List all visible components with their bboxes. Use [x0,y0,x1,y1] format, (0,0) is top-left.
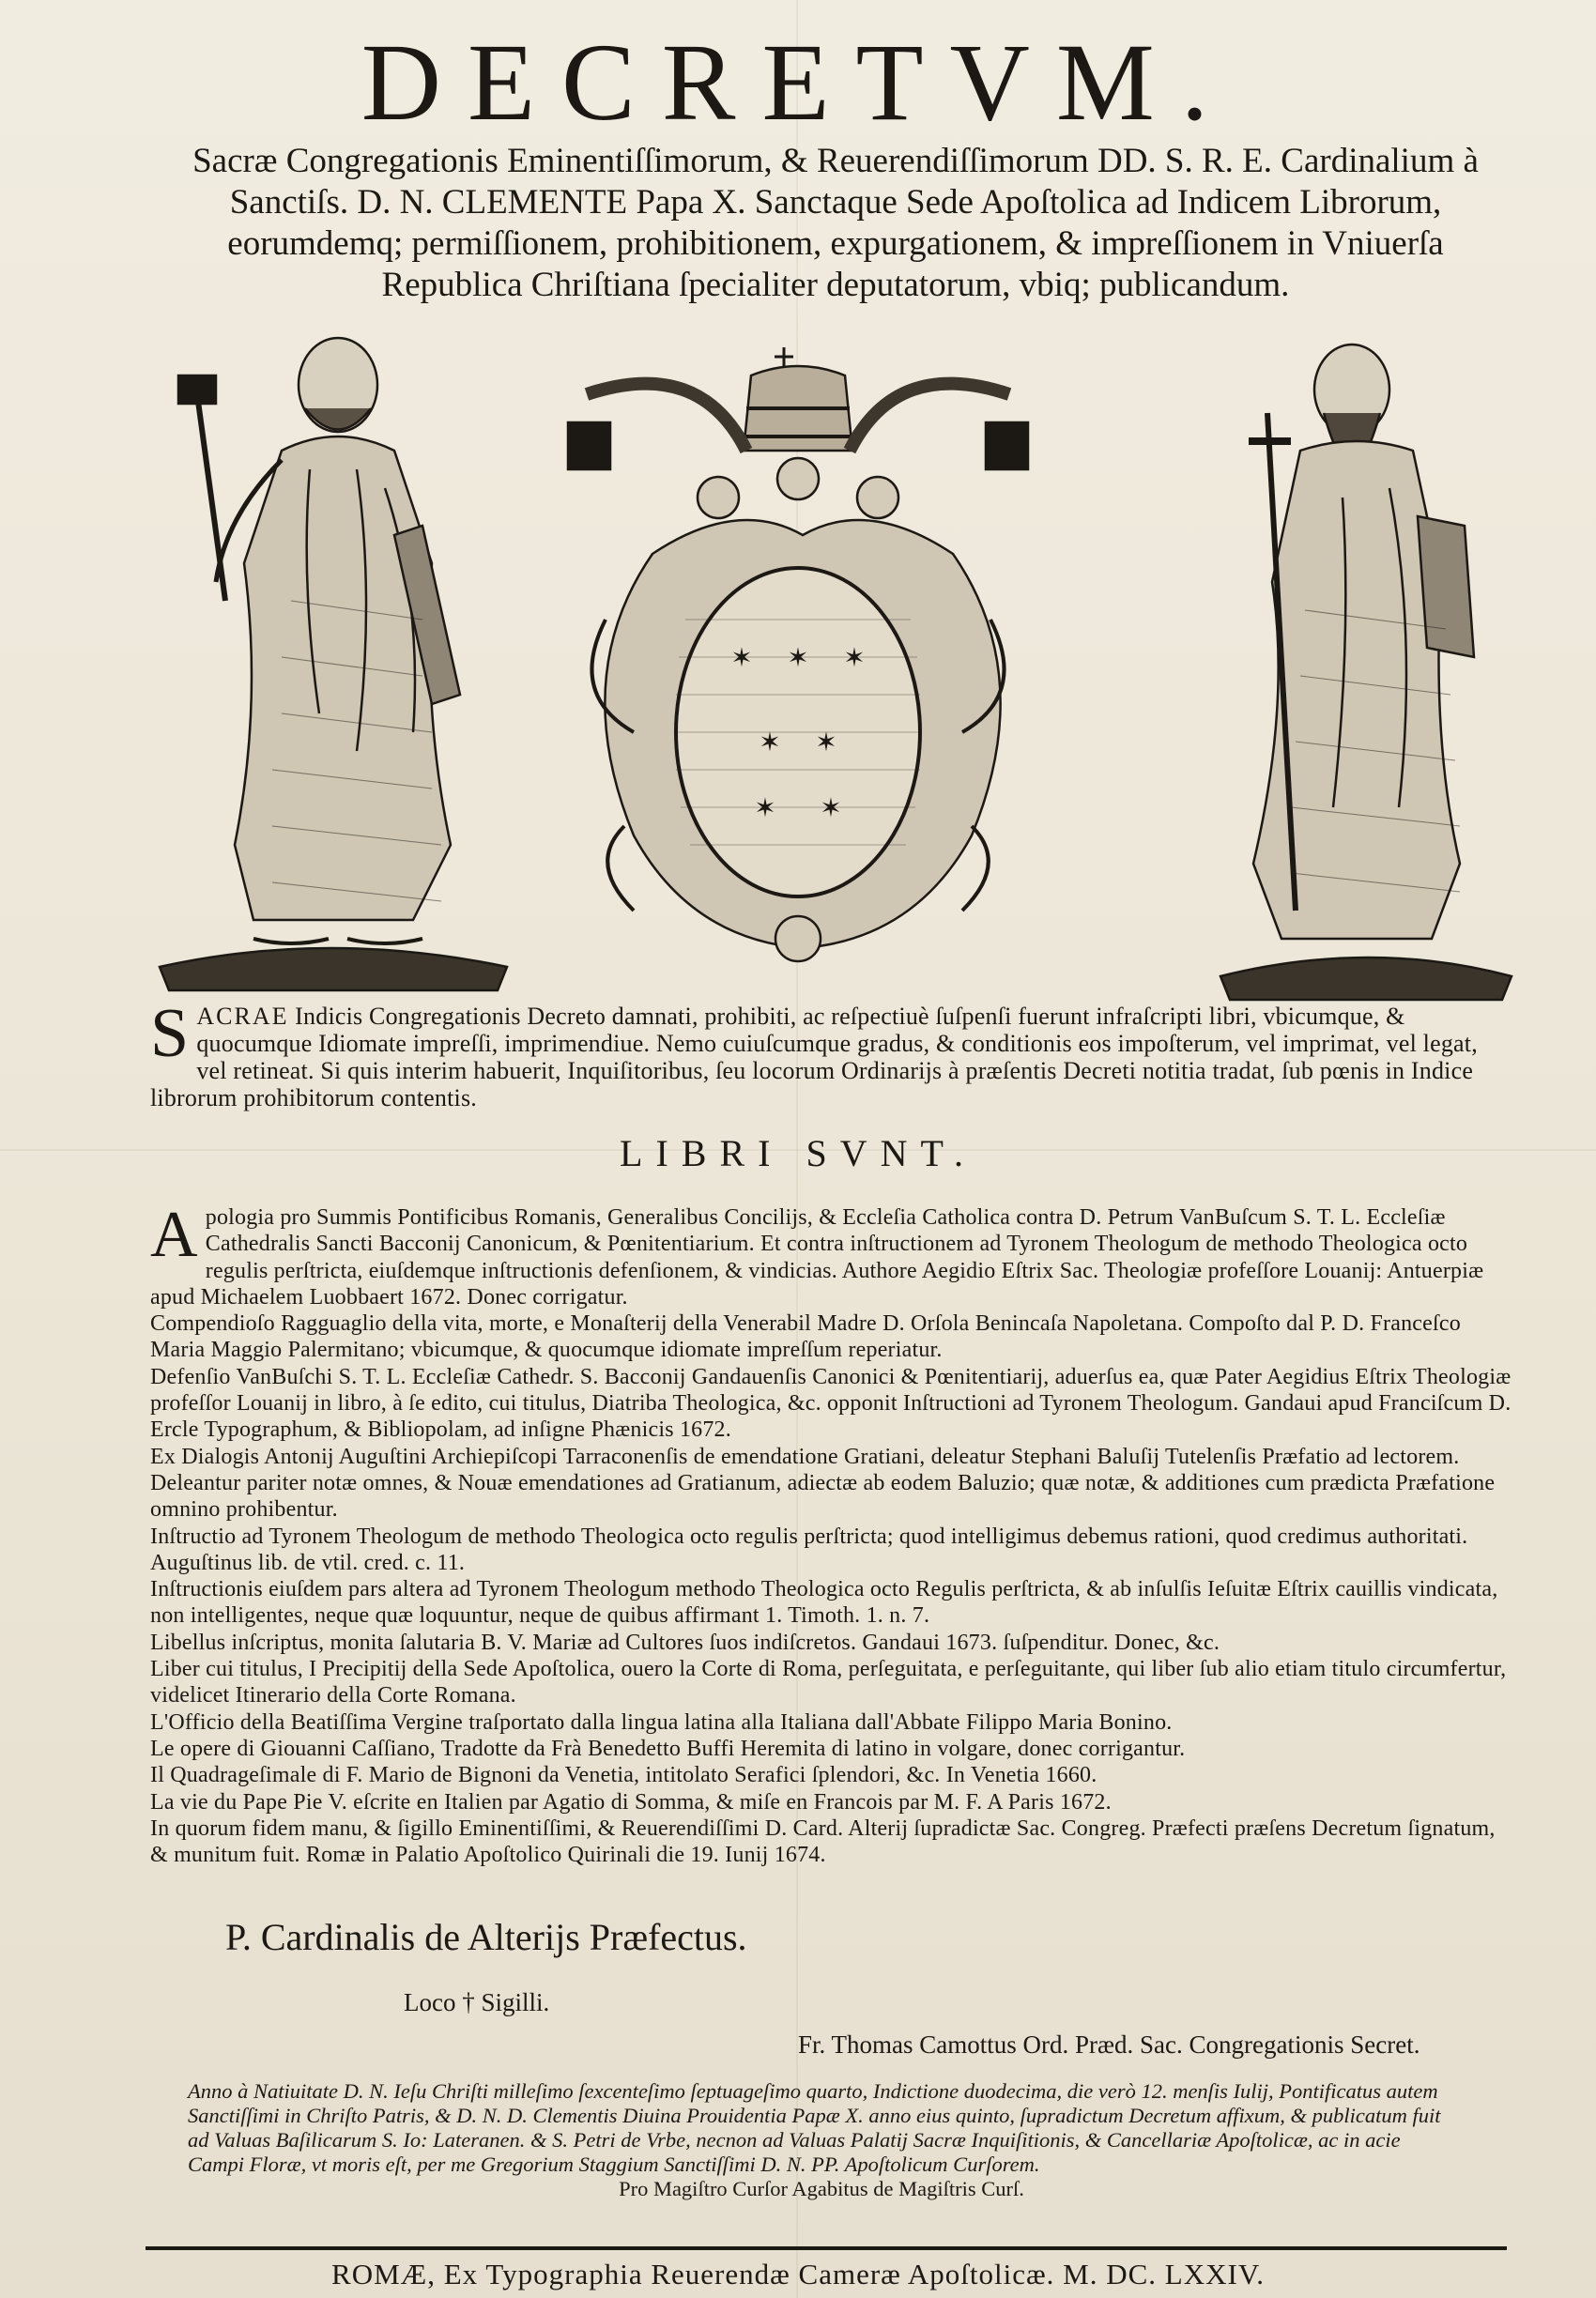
publication-colophon [188,2079,1455,2201]
svg-text:✶: ✶ [815,727,837,758]
book-entry [150,1199,1512,1310]
prefect-signature: P. Cardinalis de Alterijs Præfectus. [225,1916,747,1958]
cursor-note: Pro Magiſtro Curſor Agabitus de Magiſtris Curſ. [619,2177,1024,2200]
attestation-clause: In quorum fidem manu, & ſigillo Eminentiſſimi, & Reuerendiſſimi D. Card. Alterij ſupradictæ Sac. Congreg. Præfecti præſens Decretum ſignatum, & munitum fuit. Romæ in Palatio Apoſtolico Quirinali die 19. Iunij 1674. [150,1815,1496,1868]
book-entry: Il Quadrageſimale di F. Mario de Bignoni da Venetia, intitolato Serafici ſplendori, &c. In Venetia 1660. [150,1763,1097,1788]
books-heading: LIBRI SVNT. [620,1132,976,1174]
books-dropcap: A [150,1199,198,1271]
book-entry: L'Officio della Beatiſſima Vergine traſportato dalla lingua latina alla Italiana dall'Abbate Filippo Maria Bonino. [150,1709,1173,1735]
seal-place: Loco † Sigilli. [404,1988,550,2016]
papal-coat-of-arms [549,338,1047,976]
book-entry: La vie du Pape Pie V. eſcrite en Italien par Agatio di Somma, & miſe en Francois par M. F. A Paris 1672. [150,1789,1112,1815]
intro-caps: ACRAE [196,1003,289,1030]
svg-text:✶: ✶ [730,642,753,673]
svg-text:✶: ✶ [759,727,781,758]
svg-text:✶: ✶ [754,792,776,823]
book-entry: Ex Dialogis Antonij Auguſtini Archiepiſcopi Tarraconenſis de emendatione Gratiani, deleatur Stephani Baluſij Tutelenſis Præfatio ad lectorem. Deleantur pariter notæ omnes, & Nouæ emendationes ad Gratianum, adiectæ ab eodem Baluzio; quæ notæ, & additiones cum prædicta Præfatione omnino prohibentur. [150,1444,1496,1523]
secretary-signature: Fr. Thomas Camottus Ord. Præd. Sac. Congregationis Secret. [798,2030,1420,2059]
decree-intro [150,995,1512,1111]
book-entry: Inſtructionis eiuſdem pars altera ad Tyronem Theologum methodo Theologica octo Regulis perſtricta, & ab inſulſis Ieſuitæ Eſtrix cauillis vindicata, non intelligentes, neque quæ loquuntur, neque de quibus affirmant 1. Timoth. 1. n. 7. [150,1577,1498,1629]
book-entry: Liber cui titulus, I Precipitij della Sede Apoſtolica, ouero la Corte di Roma, perſeguitata, e perſeguitante, qui liber ſub alio etiam titulo circumfertur, videlicet Itinerario della Corte Romana. [150,1657,1507,1708]
decree-title: DECRETVM. [361,21,1235,144]
svg-text:✶: ✶ [843,642,866,673]
colophon-text: Anno à Natiuitate D. N. Ieſu Chriſti milleſimo ſexcenteſimo ſeptuageſimo quarto, Indictione duodecima, die verò 12. menſis Iulij, Pontificatus autem Sanctiſſimi in Chriſto Patris, & D. N. D. Clementis Diuina Prouidentia Papæ X. anno eius quinto, ſupradictum Decretum affixum, & publicatum fuit ad Valuas Baſilicarum S. Io: Lateranen. & S. Petri de Vrbe, necnon ad Valuas Palatij Sacræ Inquiſitionis, & Cancellariæ Apoſtolicæ, ac in acie Campi Floræ, vt moris eſt, per me Gregorium Staggium Sanctiſſimi D. N. PP. Apoſtolicum Curſorem. [188,2079,1441,2176]
book-entry: Inſtructio ad Tyronem Theologum de methodo Theologica octo regulis perſtricta; quod intelligimus debemus rationi, quod credimus authoritati. Auguſtinus lib. de vtil. cred. c. 11. [150,1524,1468,1575]
imprint-rule [146,2246,1507,2250]
saint-paul-woodcut [1211,329,1521,1004]
book-entry: Le opere di Giouanni Caſſiano, Tradotte da Frà Benedetto Buffi Heremita di latino in volgare, donec corrigantur. [150,1736,1186,1761]
svg-text:✶: ✶ [820,792,842,823]
svg-text:✶: ✶ [787,642,809,673]
book-entry-text: pologia pro Summis Pontificibus Romanis, Generalibus Concilijs, & Eccleſia Catholica contra D. Petrum VanBuſcum S. T. L. Eccleſiæ Cathedralis Sancti Bacconij Canonicum, & Pœnitentiarium. Et contra inſtructionem ad Tyronem Theologum de methodo Theologica octo regulis perſtricta, eiuſdemque inſtructionis defenſionem, & vindicias. Authore Aegidio Eſtrix Sac. Theologiæ profeſſore Louanij: Antuerpiæ apud Michaelem Luobbaert 1672. Donec corrigatur. [150,1205,1484,1310]
intro-dropcap: S [150,995,190,1072]
intro-text: Indicis Congregationis Decreto damnati, prohibiti, ac reſpectiuè ſuſpenſi fuerunt infraſcripti libri, vbicumque, & quocumque Idiomate impreſſi, imprimendiue. Nemo cuiuſcumque gradus, & conditionis eos impoſterum, vel imprimat, vel legat, vel retineat. Si quis interim habuerit, Inquiſitoribus, ſeu locorum Ordinarijs à præſentis Decreti notitia tradat, ſub pœnis in Indice librorum prohibitorum contentis. [150,1003,1478,1111]
printer-imprint: ROMÆ, Ex Typographia Reuerendæ Cameræ Apoſtolicæ. M. DC. LXXIV. [331,2258,1265,2290]
book-entry: Defenſio VanBuſchi S. T. L. Eccleſiæ Cathedr. S. Bacconij Gandauenſis Canonici & Pœnitentiarij, aduerſus ea, quæ Pater Aegidius Eſtrix Theologiæ profeſſor Louanij in libro, à ſe edito, cui titulus, Diatriba Theologica, &c. opponit Inſtructioni ad Tyronem Theologum. Gandaui apud Franciſcum D. Ercle Typographum, & Bibliopolam, ad inſigne Phænicis 1672. [150,1364,1512,1443]
book-entry: Libellus inſcriptus, monita ſalutaria B. V. Mariæ ad Cultores ſuos indiſcretos. Gandaui 1673. ſuſpenditur. Donec, &c. [150,1630,1220,1655]
saint-peter-woodcut [141,319,516,995]
decree-subtitle: Sacræ Congregationis Eminentiſſimorum, & Reuerendiſſimorum DD. S. R. E. Cardinalium à Sanctiſs. D. N. CLEMENTE Papa X. Sanctaque Sede Apoſtolica ad Indicem Librorum, eorumdemq; permiſſionem, prohibitionem, expurgationem, & impreſſionem in Vniuerſa Republica Chriſtiana ſpecialiter deputatorum, vbiq; publicandum. [192,142,1479,304]
book-entry: Compendioſo Ragguaglio della vita, morte, e Monaſterij della Venerabil Madre D. Orſola Benincaſa Napoletana. Compoſto dal P. D. Franceſco Maria Maggio Palermitano; vbicumque, & quocumque idiomate impreſſum reperiatur. [150,1311,1461,1363]
prohibited-books-list [150,1199,1512,1868]
